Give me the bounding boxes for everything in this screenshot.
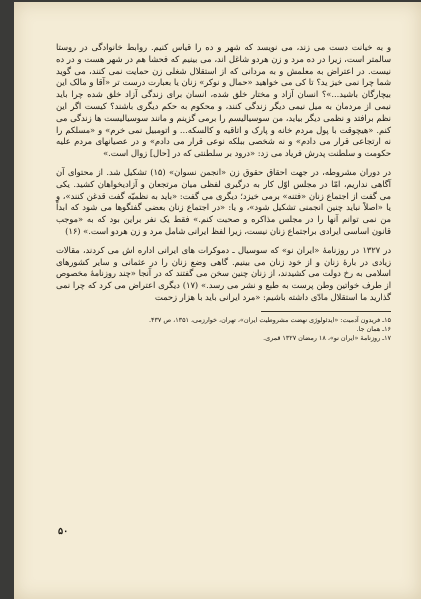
footnote-16: ۱۶ـ همان جا. (356, 324, 391, 333)
page-number: ۵۰ (58, 526, 69, 537)
footnote-15: ۱۵ـ فریدون آدمیت: «ایدئولوژی نهضت مشروطیت ایران»، تهران، خوارزمی، ۱۳۵۱، ص ۴۳۷. (149, 315, 391, 324)
paragraph-1: و به خیانت دست می زند، می نویسد که شهر و ده را قیاس کنیم. روابط خانوادگی در روستا سالمتر است، زیرا در ده مرد و زن هردو شاغل اند، می بینیم که فحشا هم در شهر هست و در ده نیست. در اعتراض به معلمش و به مردانی که از استقلال شغلی زن حمایت نمی کنند، می گوید شما چرا نمی خیز ید؟ تا کی می خواهید «حمال و نوکر» زنان یا بعبارت درست تر «آقا و مالک این بیچارگان باشید...»؟ انسان آزاد و مختار خلق شده، انسان برای زندگی آزاد خلق شده چرا باید نیمی از مردمان به میل نیمی دیگر زندگی کنند، و محکوم به حکم دیگری باشند؟ کیست اگر این نظم برافتد و نظمی دیگر بیاید، من سوسیالیسم را برمی گزینم و مانند سوسیالیست ها زندگی می کنم. «هیچوقت با پول مردم خانه و پارک و اتاقیه و کالسکه... و اتومبیل نمی خرم» و «مسلکم را نه ارتجاعی قرار می دادم» و نه شخصی ببلکه نوعی قرار می دادم» و در عصیانهای مردم علیه حکومت و سلطنت پدرش فریاد می زد: «درود بر سلطنتی که در [حال] زوال است.» (56, 42, 391, 159)
footnote-divider (261, 311, 391, 312)
paragraph-3: در ۱۳۲۷ در روزنامهٔ «ایران نو» که سوسیال ـ دموکرات های ایرانی اداره اش می کردند، مقالات زیادی در بارهٔ زنان و از خود زنان می بینیم. گاهی وضع زنان را در عثمانی و سایر کشورهای اسلامی به رخ دولت می کشیدند، از زنان چنین سخن می گفتند که در آنجا «چند روزنامهٔ مخصوص از طرف خواتین وطن پرست به طبع و نشر می رسد.» (۱۷) دیگری اعتراض می کرد که چرا نمی گذارید ما استقلال مادّی داشته باشیم: «مرد ایرانی باید با هزار زحمت (56, 244, 392, 302)
book-page (14, 2, 421, 599)
paragraph-2: در دوران مشروطه، در جهت احقاق حقوق زن «انجمن نسوان» (۱۵) تشکیل شد. از محتوای آن آگاهی نداریم، امّا در مجلس اوّل کار به درگیری لفظی میان مرتجعان و آزادیخواهان کشید. یکی می گفت از اجتماع زنان «فتنه» برمی خیزد؛ دیگری می گفت: «باید به نظمیّه گفت قدغن کنند»، و یا «اصلاً نباید چنین انجمنی تشکیل شود»، و یا: «در اجتماع زنان بعضی گفتگوها می شود که ابداً من نمی توانم آنها را در مجلس مذاکره و صحبت کنم.» فقط یک نفر براین بود که به «موجب قانون اساسی ایرادی براجتماع زنان نیست، زیرا لفظ ایرانی شامل مرد و زن هردو است.» (۱۶) (56, 166, 391, 236)
page-body (56, 42, 391, 343)
footnote-17: ۱۷ـ روزنامهٔ «ایران نو»، ۱۸ رمضان ۱۳۲۷ قمری. (263, 333, 391, 342)
